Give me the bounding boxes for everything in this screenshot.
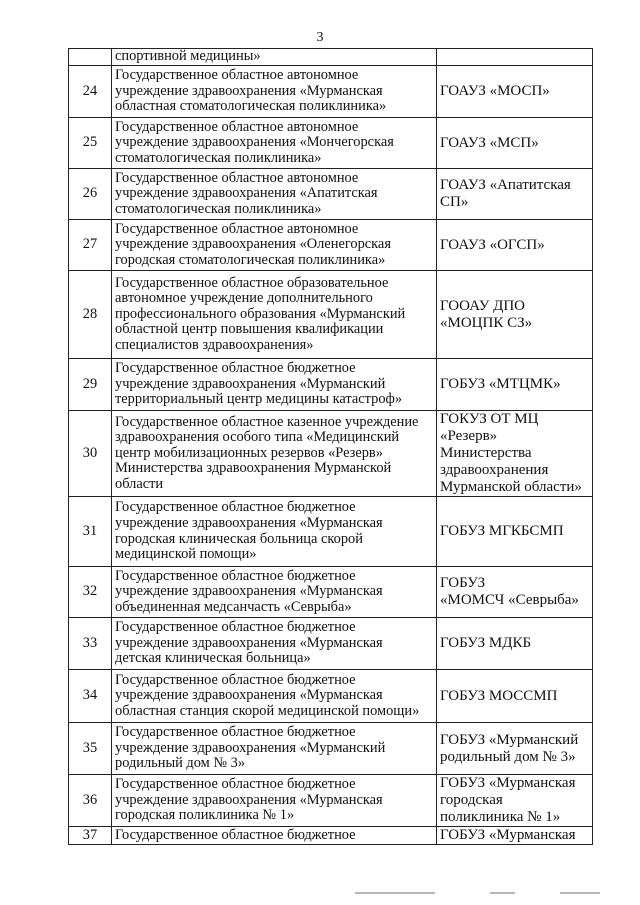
institution-name-cell <box>112 567 437 618</box>
table-row <box>69 497 593 567</box>
row-number: 34 <box>69 670 112 723</box>
institution-name: Государственное областное бюджетное учреждение здравоохранения «Мурманская городская клиническая больница скорой медицинской помощи» <box>115 499 383 563</box>
row-number: 25 <box>69 118 112 169</box>
scan-edge-marks <box>0 892 640 896</box>
table-row <box>69 271 593 359</box>
institution-abbreviation: ГОБУЗ «МТЦМК» <box>437 359 593 411</box>
row-number: 31 <box>69 497 112 567</box>
table-row <box>69 169 593 220</box>
institution-name: Государственное областное бюджетное учреждение здравоохранения «Мурманский территориальный центр медицины катастроф» <box>115 360 403 408</box>
institution-name: Государственное областное образовательное автономное учреждение дополнительного профессионального образования «Мурманский областной центр повышения квалификации специалистов здравоохранения» <box>115 274 406 353</box>
institution-name-cell <box>112 66 437 118</box>
institution-name-cell <box>112 271 437 359</box>
table-row <box>69 118 593 169</box>
institution-name: Государственное областное автономное учреждение здравоохранения «Мончегорская стоматологическая поликлиника» <box>115 118 394 166</box>
institution-abbreviation: ГОАУЗ «Апатитская СП» <box>437 169 593 220</box>
institution-name: Государственное областное бюджетное учреждение здравоохранения «Мурманская областная станция скорой медицинской помощи» <box>115 671 420 719</box>
institution-name-cell <box>112 618 437 670</box>
institution-name-cell <box>112 827 437 845</box>
row-number: 37 <box>69 827 112 845</box>
institution-abbreviation: ГОАУЗ «ОГСП» <box>437 220 593 271</box>
institution-name: Государственное областное автономное учреждение здравоохранения «Оленегорская городская стоматологическая поликлиника» <box>115 220 391 268</box>
institution-abbreviation: ГООАУ ДПО «МОЦПК СЗ» <box>437 271 593 359</box>
institution-abbreviation: ГОБУЗ «Мурманская городская поликлиника № 1» <box>437 775 593 827</box>
institution-abbreviation: ГОБУЗ «Мурманская <box>437 827 593 845</box>
table-row <box>69 411 593 497</box>
table-row <box>69 618 593 670</box>
institution-abbreviation: ГОБУЗ МГКБСМП <box>437 497 593 567</box>
institution-abbreviation: ГОБУЗ «Мурманский родильный дом № 3» <box>437 723 593 775</box>
institution-name: Государственное областное бюджетное учреждение здравоохранения «Мурманский родильный дом № 3» <box>115 724 386 772</box>
institution-name: Государственное областное автономное учреждение здравоохранения «Апатитская стоматологическая поликлиника» <box>115 169 378 217</box>
institution-name: Государственное областное автономное учреждение здравоохранения «Мурманская областная стоматологическая поликлиника» <box>115 67 387 115</box>
institution-name-cell <box>112 169 437 220</box>
page-number: 3 <box>316 30 324 45</box>
institution-name: спортивной медицины» <box>115 48 261 64</box>
institutions-table <box>68 48 593 845</box>
table-row <box>69 66 593 118</box>
table-row <box>69 567 593 618</box>
row-number: 32 <box>69 567 112 618</box>
institution-name-cell <box>112 670 437 723</box>
institution-name-cell <box>112 775 437 827</box>
institution-name-cell <box>112 723 437 775</box>
row-number: 27 <box>69 220 112 271</box>
row-number: 30 <box>69 411 112 497</box>
row-number: 26 <box>69 169 112 220</box>
institution-abbreviation <box>437 49 593 66</box>
institution-name-cell <box>112 49 437 66</box>
row-number: 33 <box>69 618 112 670</box>
institution-name-cell <box>112 220 437 271</box>
table-body <box>69 49 593 845</box>
row-number: 36 <box>69 775 112 827</box>
table-row <box>69 359 593 411</box>
table-row <box>69 670 593 723</box>
institution-abbreviation: ГОАУЗ «МОСП» <box>437 66 593 118</box>
institution-name-cell <box>112 118 437 169</box>
institution-abbreviation: ГОБУЗ МДКБ <box>437 618 593 670</box>
institution-abbreviation: ГОБУЗ МОССМП <box>437 670 593 723</box>
row-number: 29 <box>69 359 112 411</box>
institution-name: Государственное областное бюджетное учреждение здравоохранения «Мурманская объединенная медсанчасть «Севрыба» <box>115 567 383 615</box>
institution-name-cell <box>112 411 437 497</box>
row-number: 35 <box>69 723 112 775</box>
institution-name: Государственное областное бюджетное учреждение здравоохранения «Мурманская городская поликлиника № 1» <box>115 776 383 824</box>
table-row <box>69 220 593 271</box>
row-number <box>69 49 112 66</box>
institution-abbreviation: ГОКУЗ ОТ МЦ «Резерв» Министерства здравоохранения Мурманской области» <box>437 411 593 497</box>
row-number: 24 <box>69 66 112 118</box>
row-number: 28 <box>69 271 112 359</box>
institution-name: Государственное областное казенное учреждение здравоохранения особого типа «Медицинский центр мобилизационных резервов «Резерв» Министерства здравоохранения Мурманской области <box>115 413 419 492</box>
table-row <box>69 723 593 775</box>
institution-name-cell <box>112 359 437 411</box>
institution-name-cell <box>112 497 437 567</box>
institution-name: Государственное областное бюджетное учреждение здравоохранения «Мурманская детская клиническая больница» <box>115 619 383 667</box>
table-row <box>69 49 593 66</box>
table-row <box>69 775 593 827</box>
institution-abbreviation: ГОБУЗ «МОМСЧ «Севрыба» <box>437 567 593 618</box>
institution-abbreviation: ГОАУЗ «МСП» <box>437 118 593 169</box>
institution-name: Государственное областное бюджетное <box>115 826 356 843</box>
table-row <box>69 827 593 845</box>
